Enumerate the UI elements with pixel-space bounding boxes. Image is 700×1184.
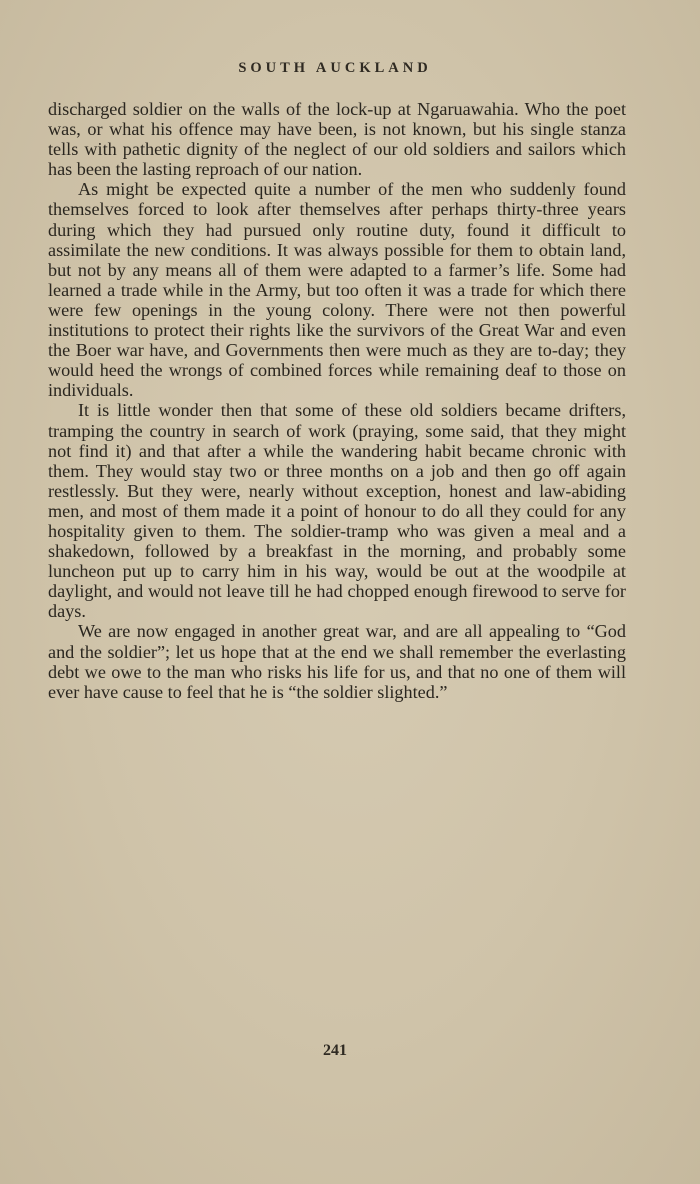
page-number: 241: [323, 1042, 347, 1059]
paragraph: We are now engaged in another great war, and are all appealing to “God and the soldier”; let us hope that at the end we shall remember the everlasting debt we owe to the man who risks his life for us, and that no one of them will ever have cause to feel that he is “the soldier slighted.”: [48, 621, 626, 702]
body-text: [48, 99, 626, 702]
paragraph: It is little wonder then that some of these old soldiers became drifters, tramping the country in search of work (praying, some said, that they might not find it) and that after a while the wandering habit became chronic with them. They would stay two or three months on a job and then go off again restlessly. But they were, nearly without exception, honest and law-abiding men, and most of them made it a point of honour to do all they could for any hospitality given to them. The soldier-tramp who was given a meal and a shakedown, followed by a breakfast in the morning, and probably some luncheon put up to carry him in his way, would be out at the woodpile at daylight, and would not leave till he had chopped enough firewood to serve for days.: [48, 400, 626, 622]
running-head: SOUTH AUCKLAND: [238, 60, 432, 76]
paragraph-continued: discharged soldier on the walls of the lock-up at Ngaruawahia. Who the poet was, or what his offence may have been, is not known, but his single stanza tells with pathetic dignity of the neglect of our old soldiers and sailors which has been the lasting reproach of our nation.: [48, 99, 626, 180]
paragraph: As might be expected quite a number of the men who suddenly found themselves forced to look after themselves after perhaps thirty-three years during which they had pursued only routine duty, found it difficult to assimilate the new conditions. It was always possible for them to obtain land, but not by any means all of them were adapted to a farmer’s life. Some had learned a trade while in the Army, but too often it was a trade for which there were few openings in the young colony. There were not then powerful institutions to protect their rights like the survivors of the Great War and even the Boer war have, and Governments then were much as they are to-day; they would heed the wrongs of combined forces while remaining deaf to those on individuals.: [48, 179, 626, 401]
